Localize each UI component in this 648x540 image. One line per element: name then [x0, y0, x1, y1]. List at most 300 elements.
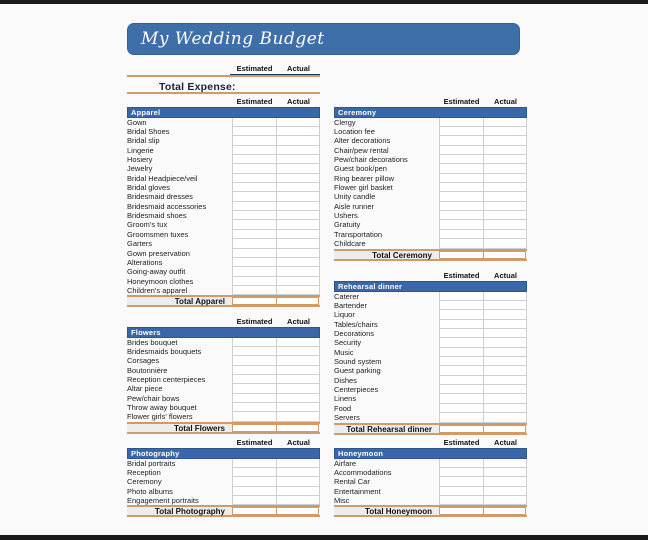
estimated-cell[interactable]	[439, 146, 484, 155]
section-photography	[127, 436, 320, 517]
estimated-column-header: Estimated	[443, 438, 480, 447]
item-label: Bartender	[334, 300, 367, 310]
estimated-cell[interactable]	[439, 127, 484, 136]
section-total-row	[334, 249, 527, 261]
actual-cell[interactable]	[484, 292, 527, 301]
estimated-cell[interactable]	[232, 338, 277, 347]
item-label: Going-away outfit	[127, 267, 186, 277]
item-label: Location fee	[334, 126, 375, 136]
section-flowers	[127, 315, 320, 434]
actual-cell[interactable]	[277, 403, 320, 412]
item-label: Ring bearer pillow	[334, 173, 395, 183]
actual-column-header: Actual	[494, 438, 517, 447]
actual-cell[interactable]	[484, 136, 527, 145]
item-label: Decorations	[334, 328, 375, 338]
total-estimated-cell[interactable]	[439, 425, 484, 433]
actual-cell[interactable]	[277, 487, 320, 496]
estimated-cell[interactable]	[232, 412, 277, 421]
item-label: Aisle runner	[334, 201, 375, 211]
actual-cell[interactable]	[277, 286, 320, 295]
item-label: Pew/chair bows	[127, 393, 180, 403]
actual-cell[interactable]	[277, 230, 320, 239]
budget-row	[334, 127, 527, 136]
actual-cell[interactable]	[484, 487, 527, 496]
section-total-label: Total Honeymoon	[334, 507, 439, 515]
estimated-cell[interactable]	[232, 375, 277, 384]
section-honeymoon	[334, 436, 527, 517]
item-label: Flower girl basket	[334, 183, 393, 193]
item-label: Music	[334, 347, 354, 357]
estimated-cell[interactable]	[232, 155, 277, 164]
budget-row	[334, 357, 527, 366]
item-label: Chair/pew rental	[334, 145, 389, 155]
actual-cell[interactable]	[484, 310, 527, 319]
item-label: Entertainment	[334, 486, 381, 496]
item-label: Bridesmaids bouquets	[127, 346, 202, 356]
budget-row	[127, 258, 320, 267]
budget-row	[127, 394, 320, 403]
budget-row	[127, 477, 320, 486]
estimated-column-header: Estimated	[236, 64, 273, 73]
budget-row	[127, 403, 320, 412]
budget-row	[334, 211, 527, 220]
budget-row	[127, 384, 320, 393]
budget-row	[334, 468, 527, 477]
budget-row	[127, 202, 320, 211]
item-label: Gratuity	[334, 220, 361, 230]
estimated-cell[interactable]	[232, 239, 277, 248]
budget-row	[334, 239, 527, 248]
estimated-cell[interactable]	[439, 220, 484, 229]
actual-cell[interactable]	[484, 394, 527, 403]
total-actual-cell[interactable]	[483, 507, 526, 515]
item-label: Dishes	[334, 375, 357, 385]
estimated-cell[interactable]	[439, 136, 484, 145]
estimated-cell[interactable]	[232, 118, 277, 127]
item-label: Children's apparel	[127, 285, 188, 295]
total-actual-cell[interactable]	[483, 251, 526, 259]
actual-cell[interactable]	[484, 239, 527, 248]
total-actual-cell[interactable]	[276, 424, 319, 432]
actual-cell[interactable]	[277, 356, 320, 365]
estimated-column-header: Estimated	[236, 317, 273, 326]
budget-row	[334, 385, 527, 394]
actual-cell[interactable]	[484, 164, 527, 173]
item-label: Reception	[127, 467, 161, 477]
estimated-cell[interactable]	[232, 127, 277, 136]
budget-row	[334, 496, 527, 505]
actual-cell[interactable]	[277, 249, 320, 258]
budget-row	[334, 136, 527, 145]
item-label: Alterations	[127, 257, 163, 267]
estimated-cell[interactable]	[232, 136, 277, 145]
actual-cell[interactable]	[484, 338, 527, 347]
estimated-cell[interactable]	[439, 329, 484, 338]
total-estimated-cell[interactable]	[439, 507, 484, 515]
item-label: Altar piece	[127, 384, 163, 394]
section-column-headers	[334, 269, 527, 281]
estimated-cell[interactable]	[232, 347, 277, 356]
item-label: Gown preservation	[127, 248, 190, 258]
item-label: Lingerie	[127, 145, 154, 155]
actual-column-header: Actual	[287, 317, 310, 326]
item-label: Airfare	[334, 458, 357, 468]
actual-cell[interactable]	[277, 384, 320, 393]
item-label: Sound system	[334, 357, 382, 367]
estimated-cell[interactable]	[232, 384, 277, 393]
actual-cell[interactable]	[484, 192, 527, 201]
estimated-cell[interactable]	[232, 146, 277, 155]
actual-cell[interactable]	[277, 267, 320, 276]
budget-row	[127, 496, 320, 505]
estimated-cell[interactable]	[232, 230, 277, 239]
top-border-bar	[0, 0, 648, 4]
item-label: Groom's tux	[127, 220, 168, 230]
budget-row	[334, 477, 527, 486]
actual-cell[interactable]	[484, 230, 527, 239]
estimated-cell[interactable]	[232, 477, 277, 486]
actual-cell[interactable]	[277, 127, 320, 136]
item-label: Guest book/pen	[334, 164, 387, 174]
total-expense-label: Total Expense:	[159, 81, 236, 93]
estimated-cell[interactable]	[439, 174, 484, 183]
budget-row	[334, 320, 527, 329]
actual-cell[interactable]	[484, 174, 527, 183]
budget-row	[334, 487, 527, 496]
section-total-row	[127, 295, 320, 307]
estimated-cell[interactable]	[232, 487, 277, 496]
budget-row	[127, 155, 320, 164]
actual-cell[interactable]	[484, 348, 527, 357]
estimated-cell[interactable]	[439, 487, 484, 496]
section-title: Photography	[127, 448, 320, 459]
item-label: Linens	[334, 394, 357, 404]
estimated-cell[interactable]	[232, 356, 277, 365]
budget-row	[334, 230, 527, 239]
budget-row	[334, 348, 527, 357]
budget-row	[334, 376, 527, 385]
page-title: My Wedding Budget	[141, 29, 325, 49]
budget-row	[127, 356, 320, 365]
actual-cell[interactable]	[277, 496, 320, 505]
estimated-cell[interactable]	[439, 348, 484, 357]
item-label: Bridal slip	[127, 136, 160, 146]
total-actual-cell[interactable]	[483, 425, 526, 433]
actual-cell[interactable]	[277, 220, 320, 229]
actual-cell[interactable]	[277, 136, 320, 145]
estimated-cell[interactable]	[439, 413, 484, 422]
item-label: Bridal gloves	[127, 183, 170, 193]
actual-cell[interactable]	[484, 211, 527, 220]
actual-cell[interactable]	[484, 329, 527, 338]
estimated-cell[interactable]	[439, 459, 484, 468]
total-expense-block	[127, 63, 320, 94]
budget-row	[127, 366, 320, 375]
item-label: Accommodations	[334, 467, 392, 477]
budget-row	[334, 174, 527, 183]
estimated-column-header: Estimated	[236, 97, 273, 106]
section-title: Ceremony	[334, 107, 527, 118]
actual-cell[interactable]	[277, 468, 320, 477]
actual-cell[interactable]	[484, 496, 527, 505]
actual-cell[interactable]	[277, 202, 320, 211]
budget-row	[127, 267, 320, 276]
actual-cell[interactable]	[484, 220, 527, 229]
budget-row	[127, 286, 320, 295]
bottom-border-bar	[0, 535, 648, 540]
budget-row	[127, 338, 320, 347]
estimated-cell[interactable]	[439, 310, 484, 319]
actual-cell[interactable]	[484, 477, 527, 486]
item-label: Caterer	[334, 291, 360, 301]
estimated-cell[interactable]	[232, 211, 277, 220]
item-label: Brides bouquet	[127, 337, 178, 347]
actual-cell[interactable]	[277, 412, 320, 421]
item-label: Garters	[127, 239, 153, 249]
item-label: Tables/chairs	[334, 319, 378, 329]
estimated-cell[interactable]	[439, 164, 484, 173]
item-label: Photo albums	[127, 486, 173, 496]
item-label: Alter decorations	[334, 136, 391, 146]
estimated-cell[interactable]	[439, 468, 484, 477]
budget-row	[127, 183, 320, 192]
section-title: Rehearsal dinner	[334, 281, 527, 292]
estimated-cell[interactable]	[439, 496, 484, 505]
actual-cell[interactable]	[277, 164, 320, 173]
budget-row	[127, 468, 320, 477]
estimated-cell[interactable]	[232, 459, 277, 468]
estimated-cell[interactable]	[439, 155, 484, 164]
total-estimated-cell[interactable]	[232, 424, 277, 432]
budget-row	[334, 310, 527, 319]
actual-cell[interactable]	[277, 155, 320, 164]
item-label: Rental Car	[334, 477, 370, 487]
actual-cell[interactable]	[484, 301, 527, 310]
estimated-cell[interactable]	[439, 376, 484, 385]
actual-cell[interactable]	[277, 338, 320, 347]
actual-cell[interactable]	[484, 357, 527, 366]
estimated-cell[interactable]	[439, 366, 484, 375]
actual-cell[interactable]	[277, 277, 320, 286]
budget-row	[127, 192, 320, 201]
budget-row	[127, 277, 320, 286]
budget-row	[334, 329, 527, 338]
estimated-cell[interactable]	[232, 220, 277, 229]
actual-cell[interactable]	[277, 146, 320, 155]
section-total-label: Total Ceremony	[334, 251, 439, 259]
budget-row	[127, 375, 320, 384]
estimated-cell[interactable]	[232, 164, 277, 173]
budget-row	[334, 301, 527, 310]
item-label: Bridesmaid accessories	[127, 201, 207, 211]
estimated-cell[interactable]	[439, 239, 484, 248]
estimated-cell[interactable]	[439, 230, 484, 239]
estimated-cell[interactable]	[232, 202, 277, 211]
estimated-cell[interactable]	[232, 394, 277, 403]
budget-row	[334, 220, 527, 229]
item-label: Liquor	[334, 310, 355, 320]
budget-row	[334, 183, 527, 192]
section-rehearsal	[334, 269, 527, 435]
budget-row	[127, 211, 320, 220]
budget-row	[127, 347, 320, 356]
section-total-row	[334, 505, 527, 517]
budget-row	[334, 292, 527, 301]
actual-cell[interactable]	[277, 118, 320, 127]
actual-cell[interactable]	[277, 183, 320, 192]
actual-cell[interactable]	[484, 183, 527, 192]
estimated-cell[interactable]	[232, 183, 277, 192]
budget-row	[127, 239, 320, 248]
estimated-cell[interactable]	[439, 394, 484, 403]
budget-row	[127, 164, 320, 173]
actual-cell[interactable]	[484, 376, 527, 385]
estimated-cell[interactable]	[439, 477, 484, 486]
estimated-cell[interactable]	[439, 385, 484, 394]
estimated-cell[interactable]	[439, 404, 484, 413]
total-actual-cell[interactable]	[276, 507, 319, 515]
actual-cell[interactable]	[484, 202, 527, 211]
estimated-cell[interactable]	[232, 174, 277, 183]
section-total-label: Total Rehearsal dinner	[334, 425, 439, 433]
item-label: Bridal Shoes	[127, 126, 170, 136]
actual-cell[interactable]	[484, 146, 527, 155]
item-label: Reception centerpieces	[127, 374, 206, 384]
actual-cell[interactable]	[277, 366, 320, 375]
estimated-cell[interactable]	[439, 338, 484, 347]
actual-column-header: Actual	[494, 271, 517, 280]
item-label: Servers	[334, 413, 360, 423]
estimated-cell[interactable]	[232, 277, 277, 286]
budget-row	[334, 404, 527, 413]
budget-row	[334, 366, 527, 375]
total-estimated-cell[interactable]	[232, 507, 277, 515]
actual-column-header: Actual	[287, 438, 310, 447]
actual-cell[interactable]	[277, 459, 320, 468]
section-total-row	[127, 505, 320, 517]
section-total-row	[334, 423, 527, 435]
total-estimated-cell[interactable]	[232, 297, 277, 305]
estimated-cell[interactable]	[439, 320, 484, 329]
actual-cell[interactable]	[277, 394, 320, 403]
total-actual-cell[interactable]	[276, 297, 319, 305]
section-title: Apparel	[127, 107, 320, 118]
budget-row	[127, 220, 320, 229]
estimated-cell[interactable]	[439, 202, 484, 211]
budget-row	[127, 127, 320, 136]
actual-cell[interactable]	[277, 174, 320, 183]
budget-row	[127, 118, 320, 127]
actual-cell[interactable]	[484, 404, 527, 413]
item-label: Childcare	[334, 239, 366, 249]
actual-cell[interactable]	[277, 477, 320, 486]
item-label: Bridal portraits	[127, 458, 176, 468]
actual-cell[interactable]	[484, 127, 527, 136]
section-column-headers	[127, 436, 320, 448]
section-ceremony	[334, 95, 527, 261]
budget-row	[334, 202, 527, 211]
estimated-column-header: Estimated	[443, 271, 480, 280]
actual-cell[interactable]	[277, 192, 320, 201]
estimated-cell[interactable]	[232, 496, 277, 505]
item-label: Jewelry	[127, 164, 153, 174]
budget-row	[334, 338, 527, 347]
estimated-cell[interactable]	[232, 468, 277, 477]
actual-cell[interactable]	[484, 366, 527, 375]
actual-cell[interactable]	[484, 459, 527, 468]
actual-cell[interactable]	[484, 468, 527, 477]
estimated-cell[interactable]	[232, 258, 277, 267]
section-total-label: Total Flowers	[127, 424, 232, 432]
actual-cell[interactable]	[277, 239, 320, 248]
estimated-column-header: Estimated	[443, 97, 480, 106]
estimated-cell[interactable]	[232, 249, 277, 258]
budget-row	[334, 459, 527, 468]
actual-cell[interactable]	[484, 320, 527, 329]
estimated-cell[interactable]	[232, 366, 277, 375]
estimated-cell[interactable]	[439, 183, 484, 192]
item-label: Bridesmaid dresses	[127, 192, 193, 202]
item-label: Bridal Headpiece/veil	[127, 173, 198, 183]
section-total-row	[127, 422, 320, 434]
section-total-label: Total Apparel	[127, 297, 232, 305]
estimated-cell[interactable]	[439, 301, 484, 310]
budget-row	[334, 192, 527, 201]
section-title: Flowers	[127, 327, 320, 338]
estimated-cell[interactable]	[439, 118, 484, 127]
actual-cell[interactable]	[277, 347, 320, 356]
actual-cell[interactable]	[277, 375, 320, 384]
item-label: Unity candle	[334, 192, 376, 202]
estimated-cell[interactable]	[439, 192, 484, 201]
budget-row	[334, 118, 527, 127]
actual-column-header: Actual	[287, 97, 310, 106]
actual-cell[interactable]	[484, 413, 527, 422]
budget-row	[334, 413, 527, 422]
section-column-headers	[334, 95, 527, 107]
item-label: Honeymoon clothes	[127, 276, 194, 286]
actual-cell[interactable]	[277, 211, 320, 220]
estimated-cell[interactable]	[439, 292, 484, 301]
actual-cell[interactable]	[484, 385, 527, 394]
budget-row	[334, 394, 527, 403]
estimated-cell[interactable]	[439, 211, 484, 220]
estimated-cell[interactable]	[439, 357, 484, 366]
actual-cell[interactable]	[277, 258, 320, 267]
estimated-cell[interactable]	[232, 267, 277, 276]
estimated-cell[interactable]	[232, 192, 277, 201]
item-label: Security	[334, 338, 362, 348]
actual-cell[interactable]	[484, 155, 527, 164]
actual-cell[interactable]	[484, 118, 527, 127]
item-label: Ceremony	[127, 477, 162, 487]
item-label: Flower girls' flowers	[127, 412, 193, 422]
item-label: Corsages	[127, 356, 160, 366]
item-label: Food	[334, 403, 352, 413]
item-label: Misc	[334, 495, 350, 505]
budget-row	[334, 146, 527, 155]
estimated-cell[interactable]	[232, 286, 277, 295]
estimated-cell[interactable]	[232, 403, 277, 412]
budget-row	[127, 459, 320, 468]
budget-row	[127, 146, 320, 155]
section-column-headers	[127, 315, 320, 327]
item-label: Boutonnière	[127, 365, 168, 375]
total-estimated-cell[interactable]	[439, 251, 484, 259]
item-label: Pew/chair decorations	[334, 154, 408, 164]
section-total-label: Total Photography	[127, 507, 232, 515]
budget-row	[127, 249, 320, 258]
